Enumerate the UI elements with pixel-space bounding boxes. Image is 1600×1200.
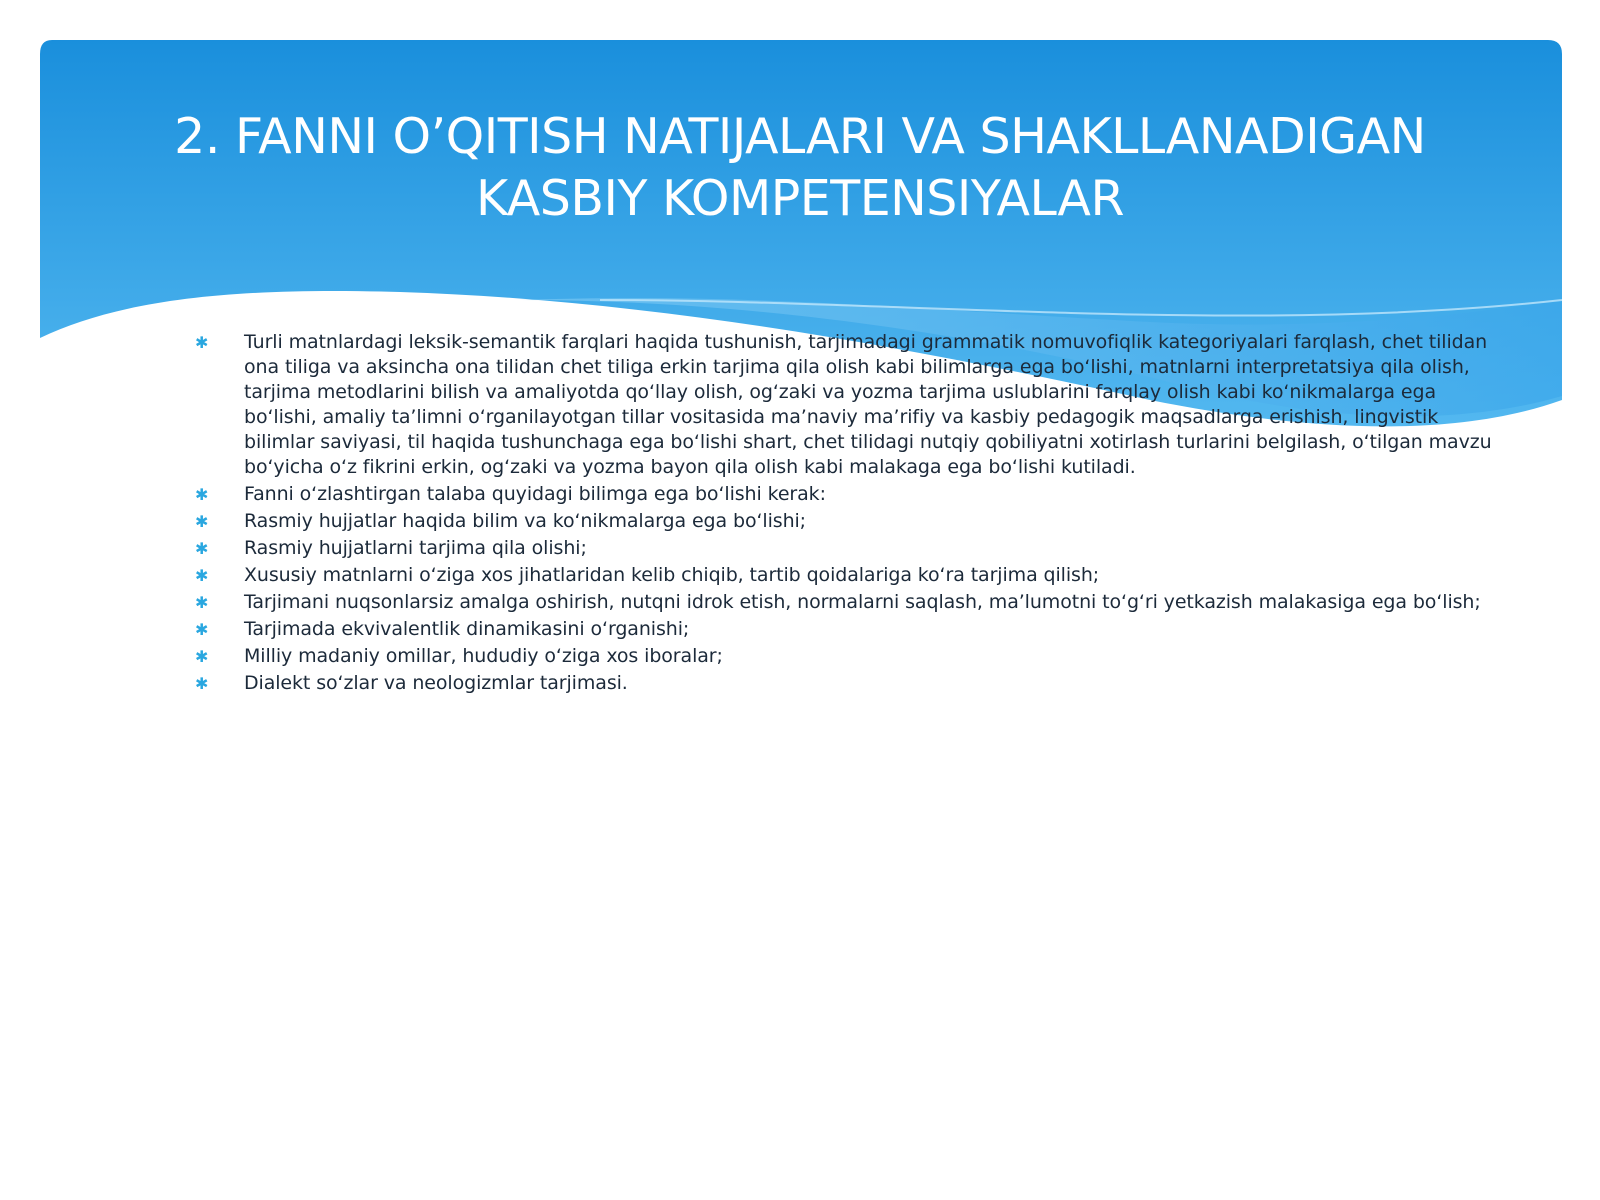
bullet-item (192, 563, 1492, 588)
bullet-text: Rasmiy hujjatlarni tarjima qila olishi; (244, 537, 587, 559)
slide-title-line-1: 2. FANNI O’QITISH NATIJALARI VA SHAKLLANADIGAN (174, 108, 1426, 165)
bullet-text: Tarjimada ekvivalentlik dinamikasini o‘rganishi; (244, 618, 690, 640)
bullet-text: Milliy madaniy omillar, hududiy o‘ziga xos iboralar; (244, 645, 723, 667)
asterisk-bullet-icon: ✱ (195, 647, 209, 666)
asterisk-bullet-icon: ✱ (195, 566, 209, 585)
bullet-list (192, 330, 1492, 698)
bullet-item (192, 644, 1492, 669)
bullet-item (192, 536, 1492, 561)
bullet-text: Turli matnlardagi leksik-semantik farqlari haqida tushunish, tarjimadagi grammatik nomuvofiqlik kategoriyalari farqlash, chet tilidan ona tiliga va aksincha ona tilidan chet tiliga erkin tarjima qila olish kabi bilimlarga ega bo‘lishi, matnlarni interpretatsiya qila olish, tarjima metodlarini bilish va amaliyotda qo‘llay olish, og‘zaki va yozma tarjima uslublarini farqlay olish kabi ko‘nikmalarga ega bo‘lishi, amaliy ta’limni o‘rganilayotgan tillar vositasida ma’naviy ma’rifiy va kasbiy pedagogik maqsadlarga erishish, lingvistik bilimlar saviyasi, til haqida tushunchaga ega bo‘lishi shart, chet tilidagi nutqiy qobiliyatni xotirlash turlarini belgilash, o‘tilgan mavzu bo‘yicha o‘z fikrini erkin, og‘zaki va yozma bayon qila olish kabi malakaga ega bo‘lishi kutiladi. (244, 331, 1492, 478)
asterisk-bullet-icon: ✱ (195, 485, 209, 504)
slide-title (120, 106, 1480, 230)
bullet-text: Tarjimani nuqsonlarsiz amalga oshirish, nutqni idrok etish, normalarni saqlash, ma’lumotni to‘g‘ri yetkazish malakasiga ega bo‘lish; (244, 591, 1481, 613)
bullet-text: Xususiy matnlarni o‘ziga xos jihatlaridan kelib chiqib, tartib qoidalariga ko‘ra tarjima qilish; (244, 564, 1100, 586)
bullet-item (192, 617, 1492, 642)
slide-title-line-2: KASBIY KOMPETENSIYALAR (475, 170, 1124, 227)
bullet-item (192, 671, 1492, 696)
bullet-item (192, 330, 1492, 480)
asterisk-bullet-icon: ✱ (195, 620, 209, 639)
asterisk-bullet-icon: ✱ (195, 512, 209, 531)
asterisk-bullet-icon: ✱ (195, 539, 209, 558)
asterisk-bullet-icon: ✱ (195, 333, 209, 352)
bullet-item (192, 590, 1492, 615)
bullet-item (192, 482, 1492, 507)
asterisk-bullet-icon: ✱ (195, 593, 209, 612)
bullet-text: Dialekt so‘zlar va neologizmlar tarjimasi. (244, 672, 628, 694)
bullet-item (192, 509, 1492, 534)
bullet-text: Rasmiy hujjatlar haqida bilim va ko‘nikmalarga ega bo‘lishi; (244, 510, 806, 532)
asterisk-bullet-icon: ✱ (195, 674, 209, 693)
bullet-text: Fanni o‘zlashtirgan talaba quyidagi bilimga ega bo‘lishi kerak: (244, 483, 826, 505)
